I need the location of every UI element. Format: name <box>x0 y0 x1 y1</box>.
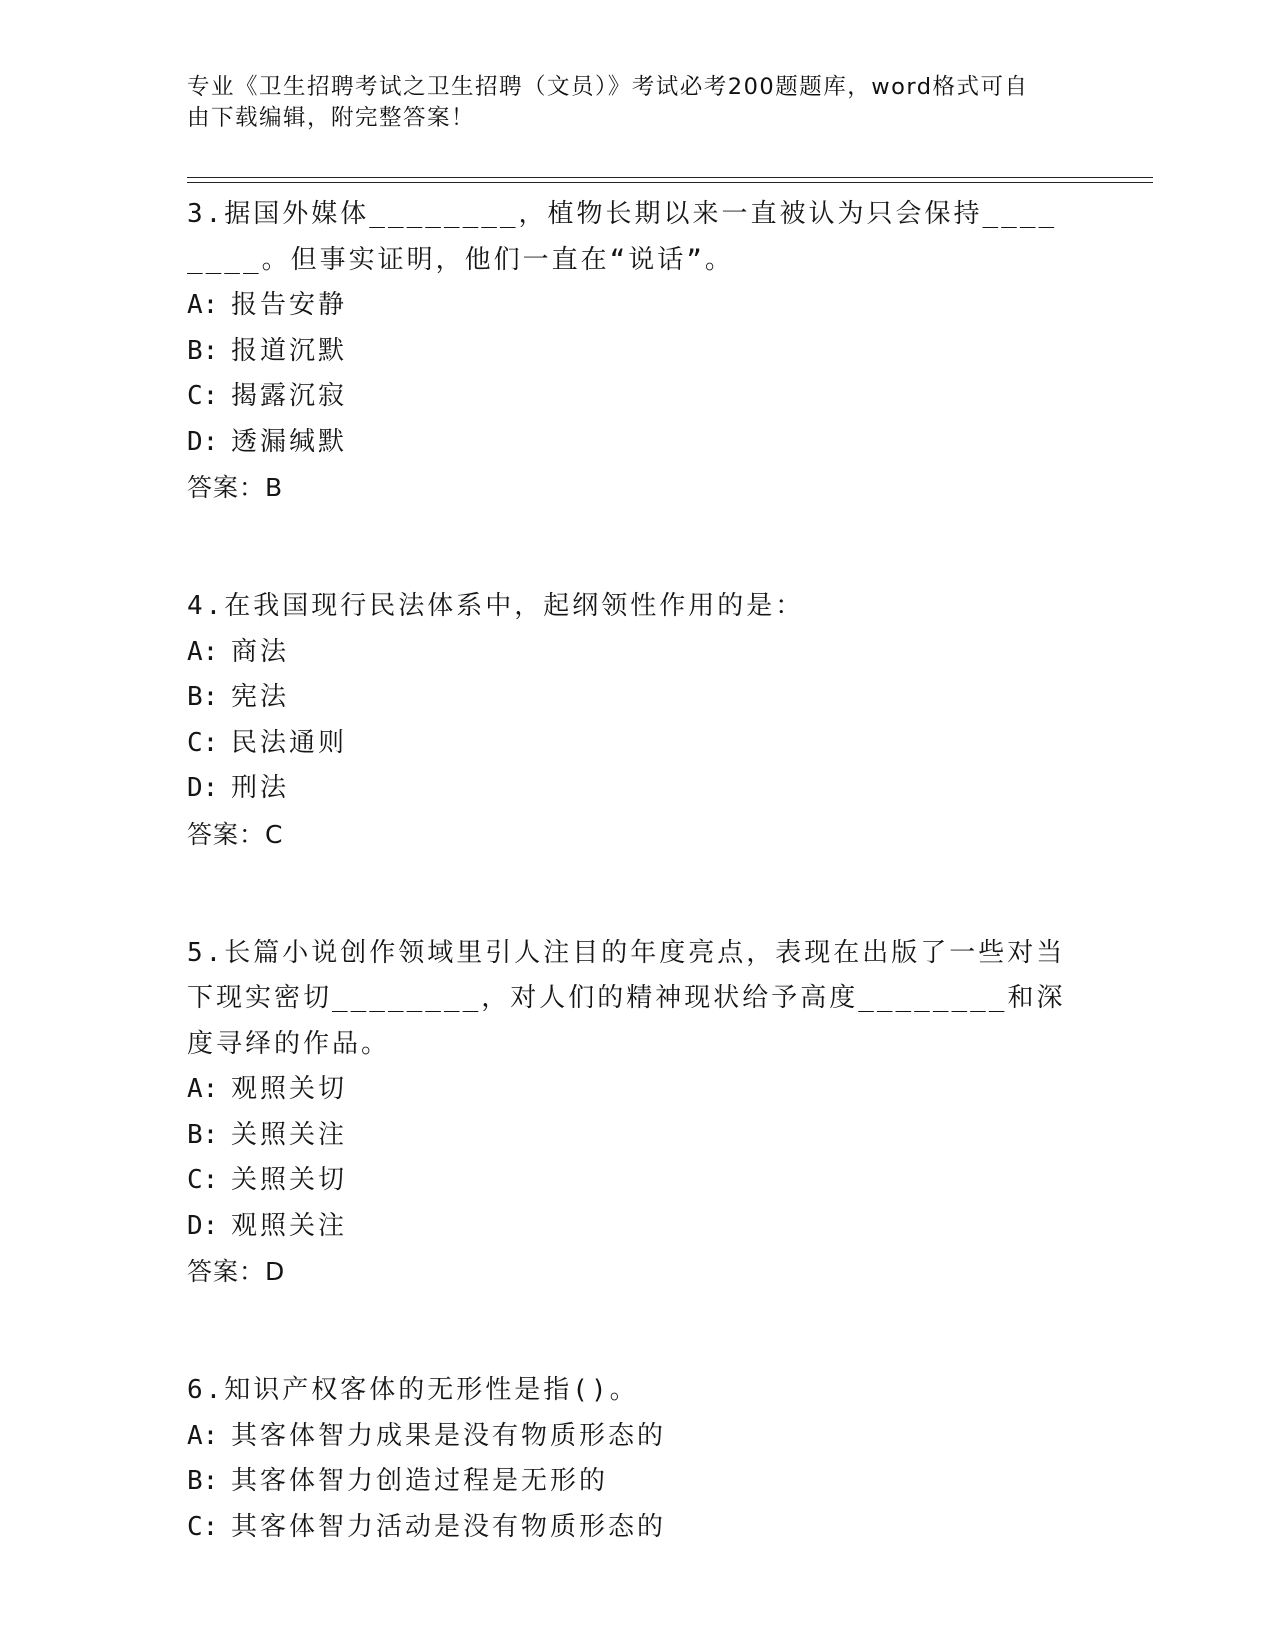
option-letter: A: <box>187 290 219 320</box>
option-text: 关照关切 <box>231 1165 348 1195</box>
option-letter: D: <box>187 426 219 457</box>
option-row <box>187 1204 1067 1250</box>
option-letter: A: <box>187 1420 219 1451</box>
option-letter: A: <box>187 636 219 667</box>
question-text: 6.知识产权客体的无形性是指()。 <box>187 1375 639 1405</box>
option-letter: B: <box>187 682 219 712</box>
question-block <box>187 1368 1067 1550</box>
option-row <box>187 1414 1067 1460</box>
option-letter: C: <box>187 1165 219 1195</box>
question-block <box>187 931 1067 1295</box>
header-divider-bottom <box>187 182 1153 183</box>
header-title-line-2: 由下载编辑，附完整答案！ <box>187 105 476 131</box>
option-row <box>187 1113 1067 1159</box>
option-row <box>187 721 1067 767</box>
question-block <box>187 584 1067 857</box>
option-text: 民法通则 <box>231 727 348 758</box>
option-text: 其客体智力成果是没有物质形态的 <box>231 1420 667 1451</box>
answer-line: 答案：B <box>187 473 284 502</box>
question-text: 4.在我国现行民法体系中，起纲领性作用的是： <box>187 591 805 621</box>
option-text: 宪法 <box>231 682 290 712</box>
question-text: 3.据国外媒体________，植物长期以来一直被认为只会保持________。但事实证明，他们一直在“说话”。 <box>187 199 1058 275</box>
answer-line: 答案：D <box>187 1257 286 1286</box>
option-text: 透漏缄默 <box>231 426 348 457</box>
option-text: 刑法 <box>231 773 290 803</box>
option-text: 揭露沉寂 <box>231 381 348 411</box>
answer-line: 答案：C <box>187 819 284 849</box>
option-text: 商法 <box>231 636 290 667</box>
option-row <box>187 283 1067 329</box>
option-text: 其客体智力创造过程是无形的 <box>231 1466 609 1496</box>
option-row <box>187 1158 1067 1204</box>
option-row <box>187 1505 1067 1551</box>
option-row <box>187 675 1067 721</box>
option-row <box>187 766 1067 812</box>
option-row <box>187 374 1067 420</box>
option-letter: C: <box>187 381 219 411</box>
option-letter: C: <box>187 1511 219 1542</box>
option-row <box>187 1459 1067 1505</box>
header-divider-top <box>187 177 1153 178</box>
option-row <box>187 329 1067 375</box>
option-letter: C: <box>187 727 219 758</box>
option-text: 关照关注 <box>231 1119 348 1150</box>
option-text: 报道沉默 <box>231 335 348 366</box>
option-text: 其客体智力活动是没有物质形态的 <box>231 1511 667 1542</box>
question-list <box>187 192 1067 1550</box>
option-row <box>187 1067 1067 1113</box>
option-letter: B: <box>187 335 219 366</box>
question-block <box>187 192 1067 510</box>
option-letter: D: <box>187 1210 219 1241</box>
option-letter: A: <box>187 1074 219 1104</box>
option-text: 观照关注 <box>231 1210 348 1241</box>
option-letter: B: <box>187 1466 219 1496</box>
question-text: 5.长篇小说创作领域里引人注目的年度亮点，表现在出版了一些对当下现实密切________，对人们的精神现状给予高度________和深度寻绎的作品。 <box>187 937 1066 1059</box>
header-title-line-1: 专业《卫生招聘考试之卫生招聘（文员）》考试必考200题题库，word格式可自 <box>187 74 1029 100</box>
option-text: 报告安静 <box>231 290 348 320</box>
option-letter: B: <box>187 1119 219 1150</box>
option-row <box>187 420 1067 466</box>
option-letter: D: <box>187 773 219 803</box>
option-row <box>187 630 1067 676</box>
option-text: 观照关切 <box>231 1074 348 1104</box>
document-header <box>187 72 1057 134</box>
